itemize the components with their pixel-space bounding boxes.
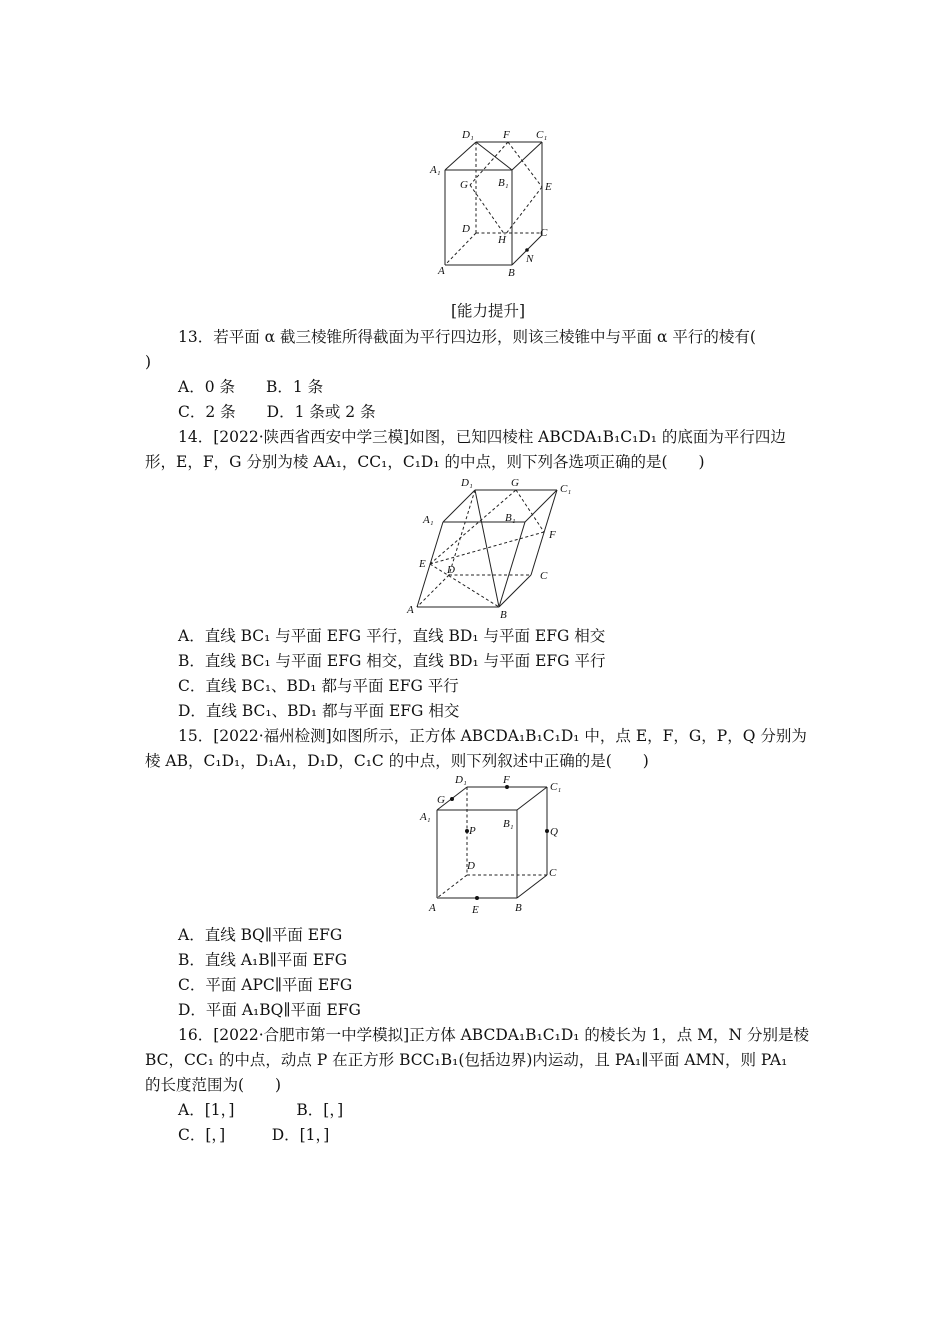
fig3-label-E: E [472,904,479,916]
fig2-label-D: D [447,564,455,576]
fig1-label-A1: A₁ [430,164,441,176]
fig2-label-A1: A₁ [423,514,434,526]
fig3-label-C1: C₁ [550,781,562,793]
q14-stem-line2: 形，E，F，G 分别为棱 AA₁，CC₁，C₁D₁ 的中点，则下列各选项正确的是( ) [145,453,705,471]
fig1-label-H: H [498,234,506,246]
fig2-label-G: G [511,477,519,489]
fig3-label-F: F [503,774,510,786]
q14-stem-line1: 14．[2022·陕西省西安中学三模]如图，已知四棱柱 ABCDA₁B₁C₁D₁ 的底面为平行四边 [178,428,786,446]
fig3-label-P: P [469,825,476,837]
fig1-label-D1: D₁ [462,129,474,141]
q14-option-d: D．直线 BC₁、BD₁ 都与平面 EFG 相交 [178,702,460,720]
fig3-label-G: G [437,794,445,806]
fig3-label-B: B [515,902,522,914]
q14-option-a: A．直线 BC₁ 与平面 EFG 平行，直线 BD₁ 与平面 EFG 相交 [178,627,606,645]
q16-options-cd: C．[，] D．[1，] [178,1126,330,1144]
q16-stem-line3: 的长度范围为( ) [145,1076,282,1094]
figure-2-oblique-prism [405,472,585,620]
q15-option-a: A．直线 BQ∥平面 EFG [178,926,343,944]
q16-stem-line1: 16．[2022·合肥市第一中学模拟]正方体 ABCDA₁B₁C₁D₁ 的棱长为 1，点 M，N 分别是棱 [178,1026,810,1044]
q15-option-b: B．直线 A₁B∥平面 EFG [178,951,348,969]
fig1-label-N: N [526,253,534,265]
fig1-label-E: E [545,181,552,193]
q15-option-d: D．平面 A₁BQ∥平面 EFG [178,1001,361,1019]
q16-options-ab: A．[1，] B．[，] [178,1101,344,1119]
fig2-label-B: B [500,609,507,620]
fig1-label-C: C [540,227,548,239]
fig1-label-A: A [438,265,445,277]
figure-1-prism [420,125,560,280]
fig3-label-D1: D₁ [455,774,467,786]
fig1-label-D: D [462,223,470,235]
fig3-label-B1: B₁ [503,818,514,830]
fig1-label-F: F [503,129,510,141]
fig3-label-C: C [549,867,557,879]
fig2-label-E: E [419,558,426,570]
q13-stem-line2: ) [145,353,152,371]
q15-option-c: C．平面 APC∥平面 EFG [178,976,353,994]
q14-option-b: B．直线 BC₁ 与平面 EFG 相交，直线 BD₁ 与平面 EFG 平行 [178,652,606,670]
fig3-label-Q: Q [550,826,558,838]
fig2-label-B1: B₁ [505,512,516,524]
q14-option-c: C．直线 BC₁、BD₁ 都与平面 EFG 平行 [178,677,459,695]
fig2-label-D1: D₁ [461,477,473,489]
q15-stem-line1: 15．[2022·福州检测]如图所示，正方体 ABCDA₁B₁C₁D₁ 中，点 E，F，G，P，Q 分别为 [178,727,807,745]
fig3-label-D: D [467,860,475,872]
q13-options-ab: A．0 条 B．1 条 [178,378,324,396]
fig2-label-C: C [540,570,548,582]
q16-stem-line2: BC，CC₁ 的中点，动点 P 在正方形 BCC₁B₁(包括边界)内运动，且 PA₁∥平面 AMN，则 PA₁ [145,1051,788,1069]
fig2-label-C1: C₁ [560,483,572,495]
fig3-label-A: A [429,902,436,914]
q15-stem-line2: 棱 AB，C₁D₁，D₁A₁，D₁D，C₁C 的中点，则下列叙述中正确的是( ) [145,752,649,770]
section-title: [能力提升] [451,302,526,320]
fig1-label-B: B [508,267,515,279]
q13-stem-line1: 13．若平面 α 截三棱锥所得截面为平行四边形，则该三棱锥中与平面 α 平行的棱有( [178,328,756,346]
fig1-label-B1: B₁ [498,177,509,189]
fig1-label-C1: C₁ [536,129,548,141]
fig1-label-G: G [460,179,468,191]
q13-options-cd: C．2 条 D．1 条或 2 条 [178,403,376,421]
fig3-label-A1: A₁ [420,811,431,823]
fig2-label-A: A [407,604,414,616]
figure-3-cube [415,770,575,920]
fig2-label-F: F [549,529,556,541]
